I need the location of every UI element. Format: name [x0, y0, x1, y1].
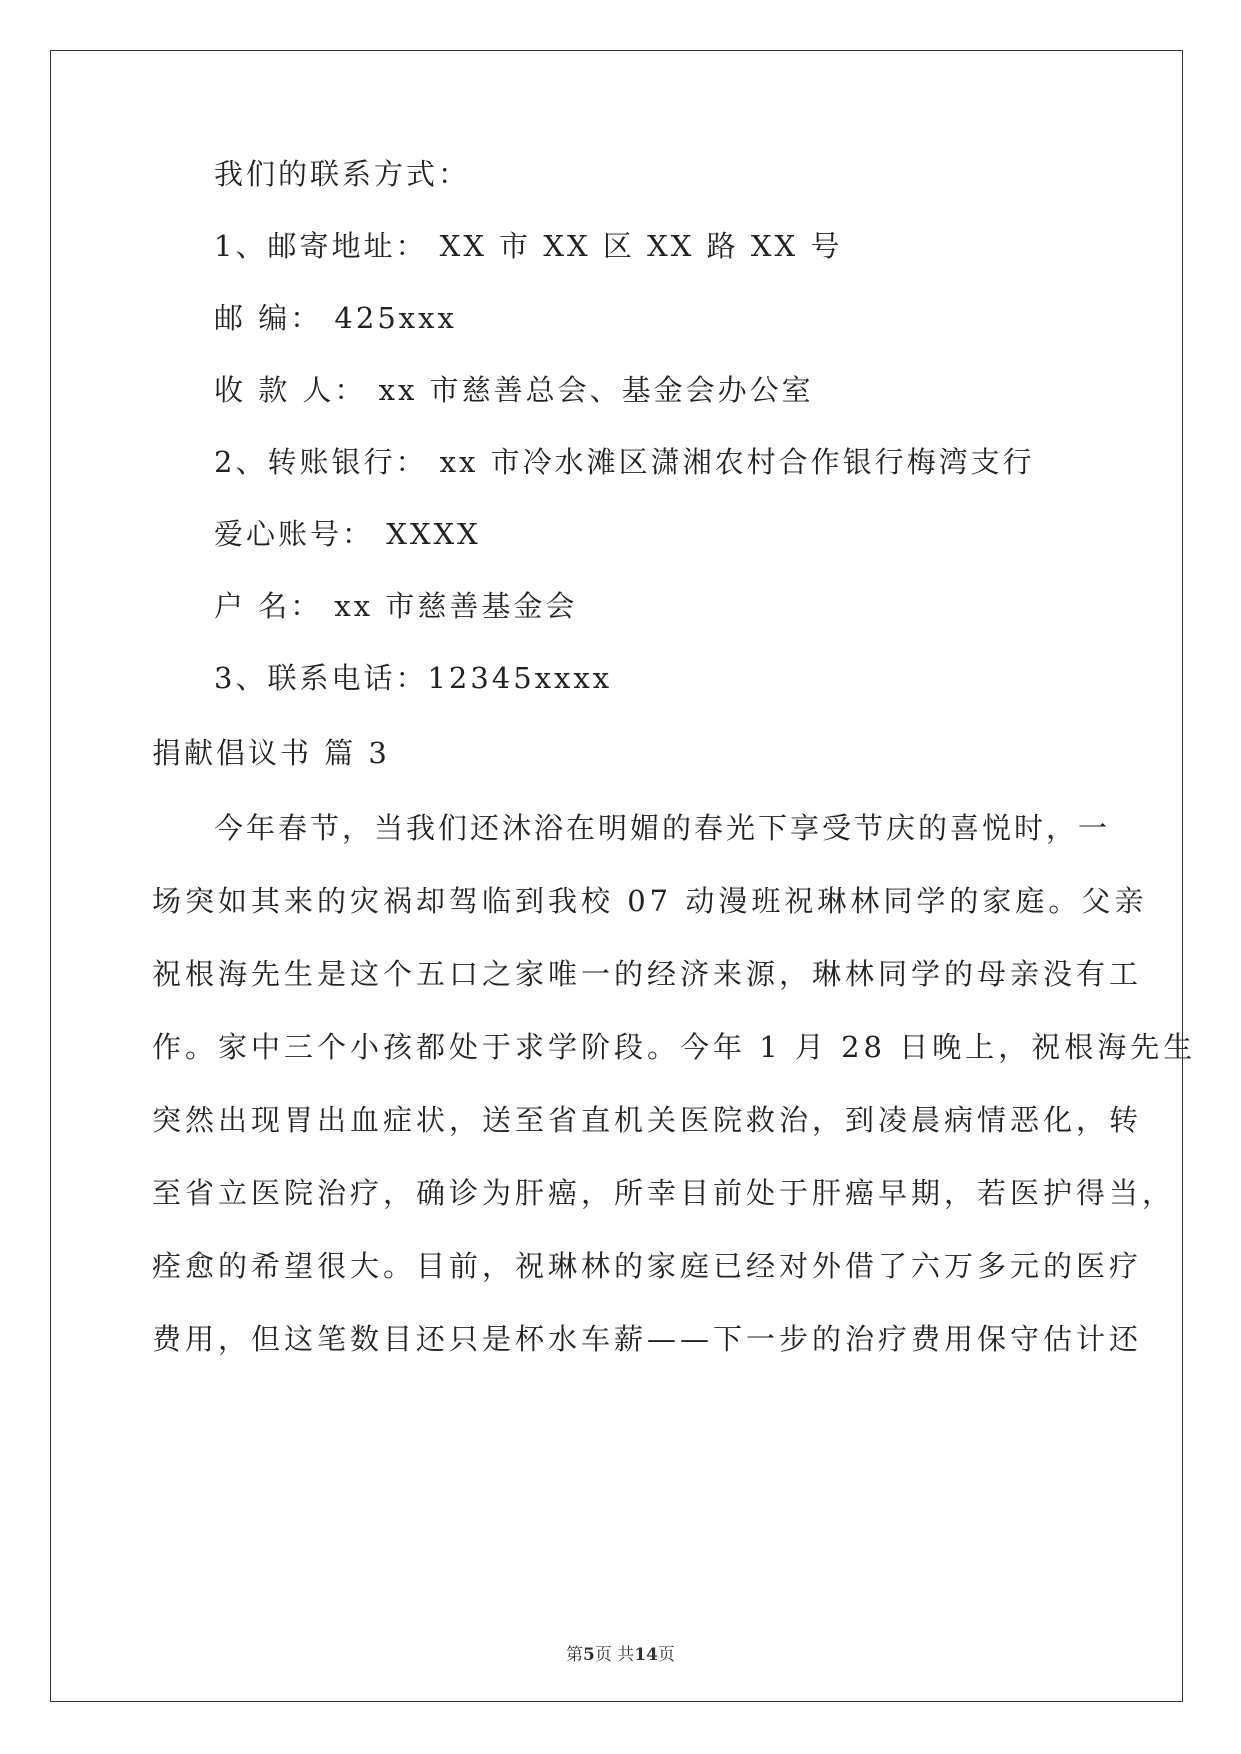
mail-address: 1、邮寄地址： XX 市 XX 区 XX 路 XX 号: [214, 229, 843, 263]
paragraph-line: 场突如其来的灾祸却驾临到我校 07 动漫班祝琳林同学的家庭。父亲: [152, 884, 1148, 918]
current-page-number: 5: [583, 1645, 595, 1665]
payee: 收 款 人： xx 市慈善总会、基金会办公室: [214, 373, 814, 407]
paragraph-line: 祝根海先生是这个五口之家唯一的经济来源，琳林同学的母亲没有工: [152, 957, 1143, 991]
contact-intro: 我们的联系方式：: [214, 157, 471, 191]
account-number: 爱心账号： XXXX: [214, 517, 481, 551]
paragraph-line: 突然出现胃出血症状，送至省直机关医院救治，到凌晨病情恶化，转: [152, 1103, 1143, 1137]
contact-phone: 3、联系电话：12345xxxx: [214, 661, 613, 695]
total-pages: 14: [634, 1645, 658, 1665]
postcode: 邮 编： 425xxx: [214, 301, 457, 335]
transfer-bank: 2、转账银行： xx 市冷水滩区潇湘农村合作银行梅湾支行: [214, 445, 1035, 479]
paragraph-line: 费用，但这笔数目还只是杯水车薪——下一步的治疗费用保守估计还: [152, 1322, 1143, 1356]
paragraph-line: 作。家中三个小孩都处于求学阶段。今年 1 月 28 日晚上，祝根海先生: [152, 1030, 1197, 1064]
section-title: 捐献倡议书 篇 3: [152, 736, 390, 770]
footer-prefix: 第: [566, 1645, 584, 1665]
paragraph-line: 痊愈的希望很大。目前，祝琳林的家庭已经对外借了六万多元的医疗: [152, 1249, 1143, 1283]
footer-suffix: 页: [657, 1645, 675, 1665]
footer-mid: 页 共: [594, 1645, 635, 1665]
paragraph-line: 今年春节，当我们还沐浴在明媚的春光下享受节庆的喜悦时，一: [214, 811, 1111, 845]
page-footer: [0, 1640, 1241, 1665]
paragraph-line: 至省立医院治疗，确诊为肝癌，所幸目前处于肝癌早期，若医护得当，: [152, 1176, 1176, 1210]
account-name: 户 名： xx 市慈善基金会: [214, 589, 578, 623]
